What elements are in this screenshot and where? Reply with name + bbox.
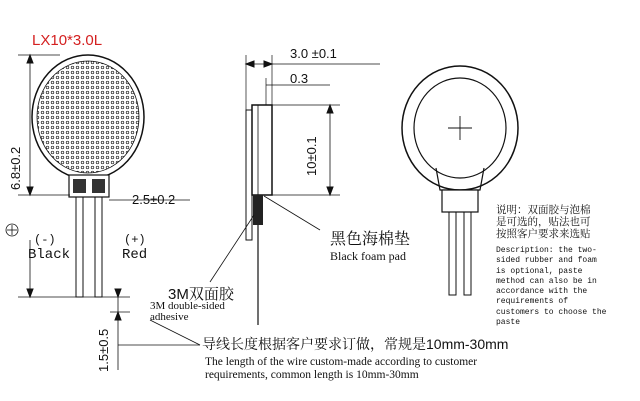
- adhesive-en-2: adhesive: [150, 311, 189, 323]
- pos-label: Red: [122, 247, 148, 263]
- dim-diameter: 10±0.1: [304, 136, 319, 176]
- foam-pad-en: Black foam pad: [330, 249, 406, 263]
- dim-pad-spacing: 2.5±0.2: [132, 192, 176, 207]
- wire-note-en-2: requirements, common length is 10mm-30mm: [205, 369, 419, 381]
- model-title: LX10*3.0L: [32, 32, 103, 49]
- foam-layer: [246, 110, 252, 240]
- adhesive-cn: 3M双面胶: [168, 286, 234, 303]
- description-cn-3: 按照客户要求来选贴: [496, 228, 591, 240]
- wire-black: [76, 197, 83, 297]
- back-wire-right: [464, 212, 471, 295]
- description-en-8: paste: [496, 318, 521, 328]
- neg-sign: (-): [34, 233, 56, 247]
- description-en-5: accordance with the: [496, 287, 588, 297]
- description-en-7: customers to choose the: [496, 307, 607, 317]
- description-en-3: is optional, paste: [496, 266, 583, 276]
- description-cn-1: 说明：双面胶与泡棉: [496, 204, 591, 216]
- wire-red: [95, 197, 102, 297]
- dim-radius-height: 6.8±0.2: [8, 146, 23, 190]
- description-block: [496, 204, 638, 328]
- dim-foam: 0.3: [290, 71, 309, 86]
- description-en-6: requirements of: [496, 297, 569, 307]
- description-en-4: method can also be in: [496, 276, 597, 286]
- wire-note-en-1: The length of the wire custom-made according to customer: [205, 356, 478, 368]
- neg-label: Black: [28, 247, 71, 263]
- dim-wire-length: 1.5±0.5: [96, 328, 111, 372]
- description-en-2: sided rubber and foam: [496, 256, 597, 266]
- foam-pad-cn: 黑色海棉垫: [330, 231, 411, 248]
- wire-note-cn: 导线长度根据客户要求订做，常规是10mm-30mm: [202, 336, 509, 352]
- back-wire-left: [449, 212, 456, 295]
- pos-sign: (+): [124, 233, 146, 247]
- description-cn-2: 是可选的，贴法也可: [496, 216, 591, 228]
- adhesive-dot-pattern: [37, 61, 139, 173]
- adhesive-en-1: 3M double-sided: [150, 300, 225, 312]
- motor-body-side: [252, 105, 272, 195]
- description-en-1: Description: the two-: [496, 246, 597, 255]
- dim-thickness: 3.0 ±0.1: [290, 46, 337, 61]
